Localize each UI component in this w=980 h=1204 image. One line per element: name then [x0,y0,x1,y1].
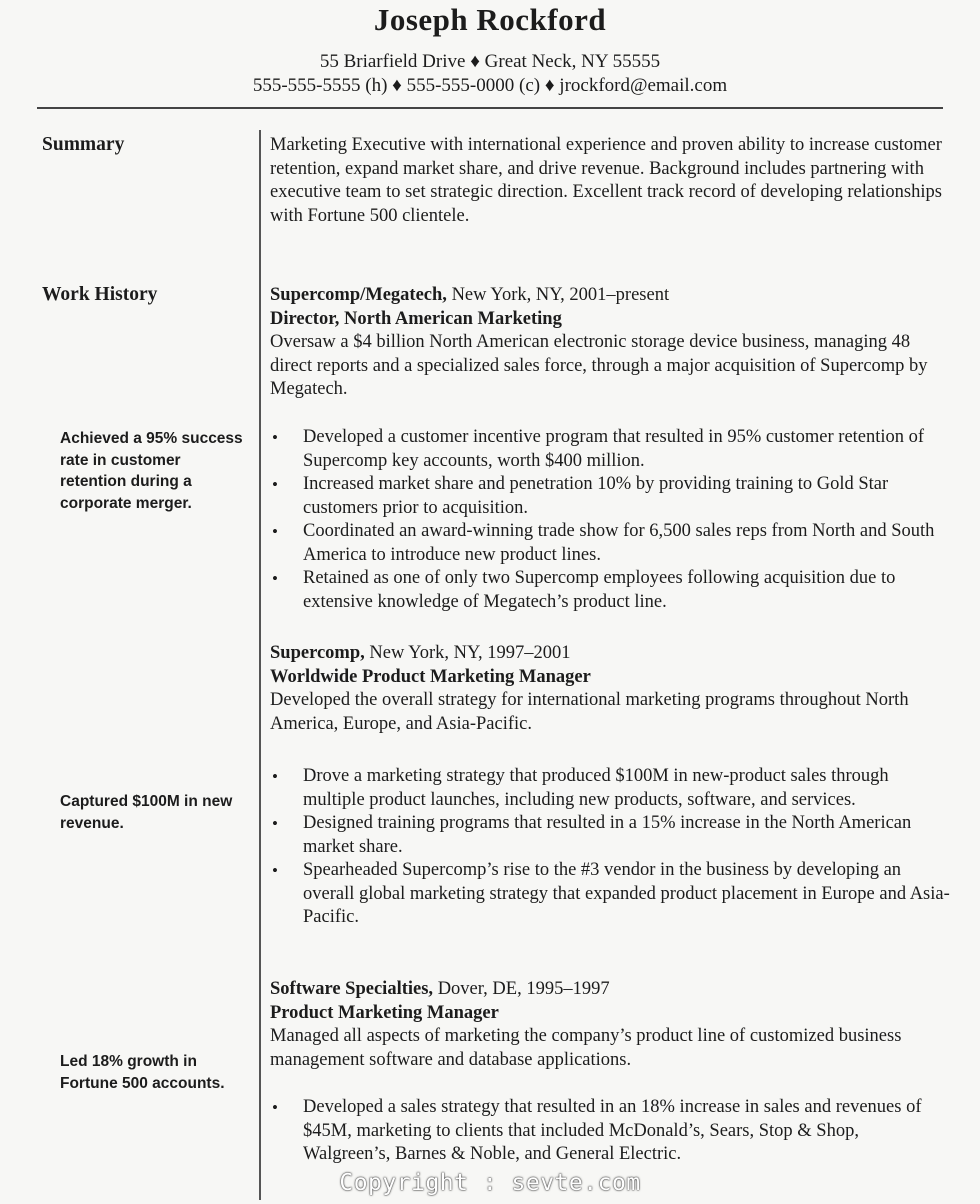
job-description: Managed all aspects of marketing the company’s product line of customized business management software and database applications. [270,1026,902,1070]
copyright-watermark: Copyright : sevte.com [339,1170,641,1196]
job-header [270,284,950,402]
list-item: • Drove a marketing strategy that produced $100M in new-product sales through multiple product launches, including new products, software, and services. [272,766,889,810]
job-location: New York, NY, 2001–present [446,285,670,305]
job-location: Dover, DE, 1995–1997 [433,979,610,999]
achievement-callout: Led 18% growth in Fortune 500 accounts. [60,1053,225,1092]
job-company: Supercomp/Megatech, [270,285,447,305]
bullet-icon: • [272,1098,278,1117]
job-company-line [270,642,950,666]
job-bullets [270,426,950,614]
bullet-icon: • [272,522,278,541]
bullet-icon: • [272,475,278,494]
job-company-line [270,978,950,1002]
list-item: • Spearheaded Supercomp’s rise to the #3 vendor in the business by developing an overall global marketing strategy that expanded product placement in Europe and Asia-Pacific. [272,860,950,927]
job-location: New York, NY, 1997–2001 [364,643,571,663]
list-item: • Developed a sales strategy that resulted in an 18% increase in sales and revenues of $45M, marketing to clients that included McDonald’s, Sears, Stop & Shop, Walgreen’s, Barnes & Noble, and General Electric. [272,1097,922,1164]
list-item: • Coordinated an award-winning trade show for 6,500 sales reps from North and South America to introduce new product lines. [272,521,935,565]
column-divider [259,130,261,1200]
job-bullets [270,1096,950,1167]
list-item: • Retained as one of only two Supercomp employees following acquisition due to extensive knowledge of Megatech’s product line. [272,568,896,612]
list-item: • Developed a customer incentive program that resulted in 95% customer retention of Supercomp key accounts, worth $400 million. [272,427,925,471]
bullet-icon: • [272,767,278,786]
list-item: • Designed training programs that resulted in a 15% increase in the North American market share. [272,813,912,857]
job-bullets [270,765,950,930]
header-divider [37,107,943,109]
candidate-name: Joseph Rockford [373,2,607,37]
job-header [270,642,950,736]
bullet-icon: • [272,861,278,880]
bullet-icon: • [272,428,278,447]
bullet-icon: • [272,569,278,588]
bullet-icon: • [272,814,278,833]
achievement-callout: Captured $100M in new revenue. [60,793,233,832]
job-header [270,978,950,1072]
job-company: Supercomp, [270,643,365,663]
job-description: Oversaw a $4 billion North American electronic storage device business, managing 48 direct reports and a specialized sales force, through a major acquisition of Supercomp by Megatech. [270,332,928,399]
job-description: Developed the overall strategy for international marketing programs throughout North America, Europe, and Asia-Pacific. [270,690,909,734]
work-history-heading: Work History [42,284,158,305]
job-company: Software Specialties, [270,979,434,999]
summary-heading: Summary [42,134,125,155]
contact-line: 555-555-5555 (h) ♦ 555-555-0000 (c) ♦ jrockford@email.com [252,75,728,96]
summary-text: Marketing Executive with international experience and proven ability to increase customer retention, expand market share, and drive revenue. Background includes partnering with executive team to set strategic direction. Excellent track record of developing relationships with Fortune 500 clientele. [270,135,942,226]
job-company-line [270,284,950,308]
job-title: Product Marketing Manager [270,1002,499,1023]
achievement-callout: Achieved a 95% success rate in customer retention during a corporate merger. [60,430,243,512]
list-item: • Increased market share and penetration 10% by providing training to Gold Star customers prior to acquisition. [272,474,889,518]
address-line: 55 Briarfield Drive ♦ Great Neck, NY 55555 [319,51,661,72]
job-title: Director, North American Marketing [270,308,562,329]
job-title: Worldwide Product Marketing Manager [270,666,591,687]
